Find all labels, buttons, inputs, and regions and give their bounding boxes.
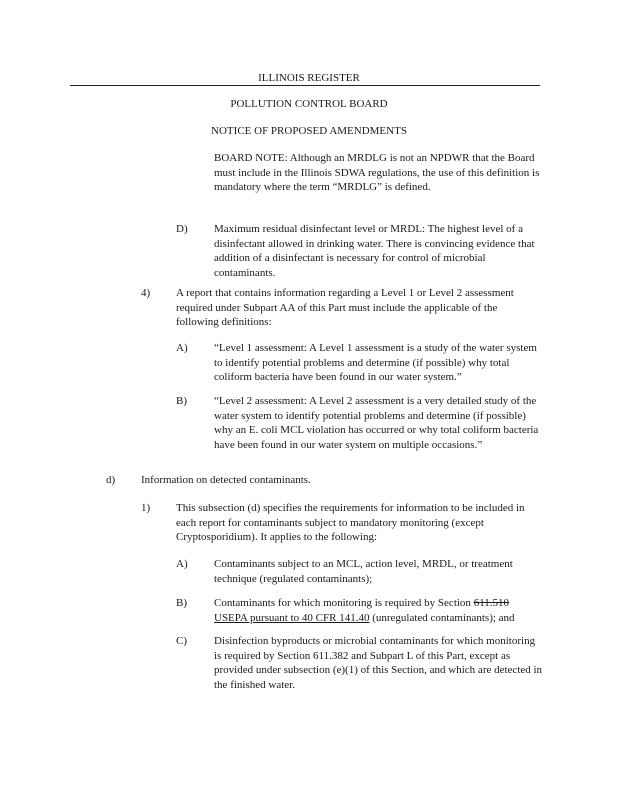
item-d-text: Maximum residual disinfectant level or MRDL: The highest level of a disinfectant allowed in drinking water. There is convincing evidence that addition of a disinfectant is necessary for control of microbial contaminants. <box>214 223 535 279</box>
item-4a-text: “Level 1 assessment: A Level 1 assessment is a study of the water system to identify potential problems and determine (if possible) why total coliform bacteria have been found in our water system.” <box>214 342 537 383</box>
header-rule <box>70 85 540 86</box>
item-d1a-label: A) <box>176 558 188 570</box>
item-d1b-pre: Contaminants for which monitoring is required by Section <box>214 597 474 609</box>
added-citation: USEPA pursuant to 40 CFR 141.40 <box>214 611 370 624</box>
item-d-label: D) <box>176 223 188 235</box>
item-d1b-post: (unregulated contaminants); and <box>369 611 515 624</box>
item-d1c-label: C) <box>176 635 187 647</box>
board-note: BOARD NOTE: Although an MRDLG is not an NPDWR that the Board must include in the Illinois SDWA regulations, the use of this definition is mandatory where the term “MRDLG” is defined. <box>214 152 540 193</box>
item-d1c-text: Disinfection byproducts or microbial contaminants for which monitoring is required by Section 611.382 and Subpart L of this Part, except as provided under subsection (e)(1) of this Section, and which are detected in the finished water. <box>214 635 543 691</box>
item-4-label: 4) <box>141 287 151 299</box>
item-4b-text: “Level 2 assessment: A Level 2 assessment is a very detailed study of the water system to identify potential problems and determine (if possible) why an E. coli MCL violation has occurred or why total coliform bacteria have been found in our water system on multiple occasions.” <box>214 395 539 451</box>
section-d-label: d) <box>106 474 116 486</box>
register-title: ILLINOIS REGISTER <box>258 72 360 84</box>
item-d1-label: 1) <box>141 502 151 514</box>
item-d1b-text <box>214 596 544 625</box>
item-4b-label: B) <box>176 395 187 407</box>
struck-citation: 611.510 <box>473 597 510 609</box>
board-title: POLLUTION CONTROL BOARD <box>230 98 388 110</box>
section-d-text: Information on detected contaminants. <box>141 474 311 486</box>
notice-title: NOTICE OF PROPOSED AMENDMENTS <box>211 125 407 137</box>
item-d1b-label: B) <box>176 597 187 609</box>
item-4a-label: A) <box>176 342 188 354</box>
item-4-text: A report that contains information regarding a Level 1 or Level 2 assessment required under Subpart AA of this Part must include the applicable of the following definitions: <box>176 287 514 328</box>
item-d1a-text: Contaminants subject to an MCL, action level, MRDL, or treatment technique (regulated contaminants); <box>214 558 513 585</box>
item-d1-text: This subsection (d) specifies the requirements for information to be included in each report for contaminants subject to mandatory monitoring (except Cryptosporidium). It applies to the following: <box>176 502 525 543</box>
